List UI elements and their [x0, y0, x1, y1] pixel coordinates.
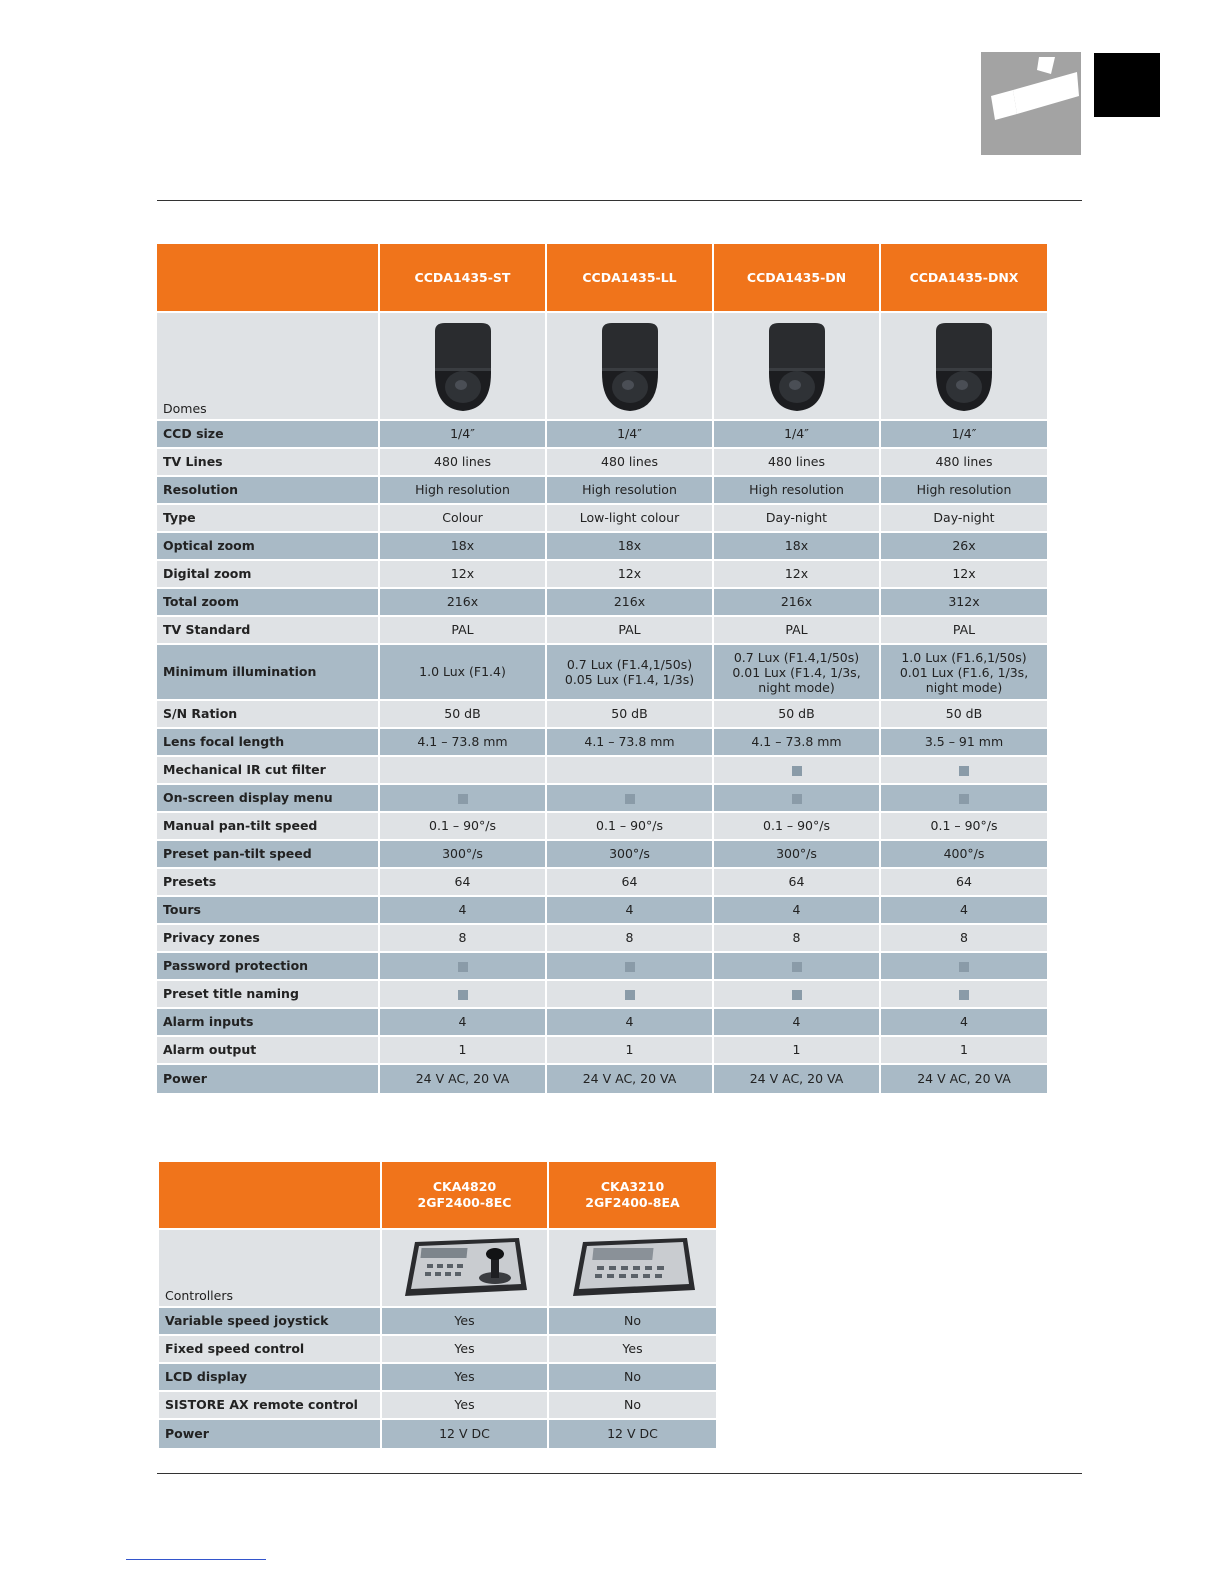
row-value: 216x [380, 589, 547, 617]
row-value: 1 [714, 1037, 881, 1065]
controller-image-cell [549, 1230, 716, 1308]
row-value [714, 953, 881, 981]
section-marker-block [1094, 53, 1160, 117]
row-label: TV Lines [157, 449, 380, 477]
row-label: Power [157, 1065, 380, 1093]
row-value: 0.1 – 90°/s [547, 813, 714, 841]
top-divider [157, 200, 1082, 201]
feature-check-icon [458, 990, 468, 1000]
row-value: Yes [382, 1308, 549, 1336]
feature-check-icon [625, 794, 635, 804]
row-value: Day-night [881, 505, 1047, 533]
row-value [881, 953, 1047, 981]
row-value: 8 [881, 925, 1047, 953]
row-value [714, 981, 881, 1009]
model-name: CKA3210 [600, 1179, 665, 1194]
domes-spec-rows [157, 421, 1047, 1093]
model-header [382, 1162, 549, 1230]
row-value: Low-light colour [547, 505, 714, 533]
row-value: 12 V DC [382, 1420, 549, 1448]
table-row [157, 981, 1047, 1009]
table-row [157, 505, 1047, 533]
controllers-header-row [159, 1162, 716, 1230]
row-value: 216x [547, 589, 714, 617]
feature-check-icon [959, 766, 969, 776]
row-value: 1/4″ [714, 421, 881, 449]
row-value: 4 [380, 897, 547, 925]
row-value: PAL [881, 617, 1047, 645]
row-value: 18x [380, 533, 547, 561]
row-value: 312x [881, 589, 1047, 617]
table-row [157, 729, 1047, 757]
row-label: Manual pan-tilt speed [157, 813, 380, 841]
row-value: 480 lines [714, 449, 881, 477]
table-row [157, 897, 1047, 925]
model-header [549, 1162, 716, 1230]
row-value: 24 V AC, 20 VA [380, 1065, 547, 1093]
row-label: Optical zoom [157, 533, 380, 561]
row-label: Preset title naming [157, 981, 380, 1009]
row-value: 0.1 – 90°/s [714, 813, 881, 841]
row-label: Tours [157, 897, 380, 925]
controllers-spec-table [159, 1162, 716, 1448]
row-value: No [549, 1392, 716, 1420]
row-value: 4 [881, 1009, 1047, 1037]
row-value: 4 [380, 1009, 547, 1037]
model-header: CCDA1435-DNX [881, 244, 1047, 313]
row-value: 8 [380, 925, 547, 953]
row-value [380, 757, 547, 785]
model-header: CCDA1435-LL [547, 244, 714, 313]
row-value: Day-night [714, 505, 881, 533]
table-row [157, 953, 1047, 981]
row-value: 18x [547, 533, 714, 561]
row-value: Yes [549, 1336, 716, 1364]
keyboard-controller-icon [401, 1234, 529, 1302]
row-value: 4 [881, 897, 1047, 925]
row-label: Alarm output [157, 1037, 380, 1065]
row-value: 8 [714, 925, 881, 953]
row-value: 4.1 – 73.8 mm [714, 729, 881, 757]
row-value: 480 lines [547, 449, 714, 477]
feature-check-icon [625, 962, 635, 972]
row-value: 4 [714, 897, 881, 925]
table-row [159, 1420, 716, 1448]
row-value: 8 [547, 925, 714, 953]
model-name: CKA4820 [432, 1179, 497, 1194]
row-value: High resolution [881, 477, 1047, 505]
row-label: Privacy zones [157, 925, 380, 953]
row-value [714, 785, 881, 813]
feature-check-icon [792, 962, 802, 972]
domes-image-row [157, 313, 1047, 421]
feature-check-icon [625, 990, 635, 1000]
row-value: 480 lines [881, 449, 1047, 477]
feature-check-icon [458, 794, 468, 804]
table-row [159, 1364, 716, 1392]
section-label-domes: Domes [157, 313, 380, 421]
row-value: 50 dB [881, 701, 1047, 729]
row-value: 64 [881, 869, 1047, 897]
dome-camera-icon [431, 321, 495, 413]
row-value [881, 981, 1047, 1009]
row-label: Alarm inputs [157, 1009, 380, 1037]
row-label: Type [157, 505, 380, 533]
row-label: Password protection [157, 953, 380, 981]
table-row [157, 477, 1047, 505]
row-value [547, 757, 714, 785]
dome-camera-icon [765, 321, 829, 413]
feature-check-icon [959, 962, 969, 972]
row-value [380, 785, 547, 813]
table-row [157, 925, 1047, 953]
row-value [547, 953, 714, 981]
row-label: TV Standard [157, 617, 380, 645]
row-value: 0.7 Lux (F1.4,1/50s) 0.05 Lux (F1.4, 1/3s) [547, 645, 714, 701]
table-row [157, 421, 1047, 449]
row-value: 0.1 – 90°/s [380, 813, 547, 841]
row-value: 4 [547, 897, 714, 925]
dome-camera-icon [598, 321, 662, 413]
row-value: 1.0 Lux (F1.4) [380, 645, 547, 701]
controllers-spec-rows [159, 1308, 716, 1448]
row-value: 216x [714, 589, 881, 617]
row-value: 4.1 – 73.8 mm [547, 729, 714, 757]
table-row [157, 813, 1047, 841]
row-value: Yes [382, 1336, 549, 1364]
feature-check-icon [792, 990, 802, 1000]
table-row [157, 589, 1047, 617]
row-label: On-screen display menu [157, 785, 380, 813]
row-value: High resolution [380, 477, 547, 505]
row-value: 1/4″ [881, 421, 1047, 449]
row-value: 1.0 Lux (F1.6,1/50s) 0.01 Lux (F1.6, 1/3s, night mode) [881, 645, 1047, 701]
row-value [881, 757, 1047, 785]
row-value [380, 981, 547, 1009]
row-value: High resolution [547, 477, 714, 505]
controllers-image-row [159, 1230, 716, 1308]
row-label: Fixed speed control [159, 1336, 382, 1364]
row-value [547, 785, 714, 813]
table-row [159, 1336, 716, 1364]
feature-check-icon [458, 962, 468, 972]
row-value: 4.1 – 73.8 mm [380, 729, 547, 757]
table-row [157, 841, 1047, 869]
row-value: 1 [547, 1037, 714, 1065]
table-row [157, 617, 1047, 645]
row-label: Resolution [157, 477, 380, 505]
row-value: PAL [380, 617, 547, 645]
dome-camera-icon [932, 321, 996, 413]
row-value: 24 V AC, 20 VA [547, 1065, 714, 1093]
row-value: 0.1 – 90°/s [881, 813, 1047, 841]
row-value: 1/4″ [547, 421, 714, 449]
row-value: No [549, 1308, 716, 1336]
row-value: Colour [380, 505, 547, 533]
row-label: Power [159, 1420, 382, 1448]
row-value: 400°/s [881, 841, 1047, 869]
row-value: 4 [547, 1009, 714, 1037]
row-label: CCD size [157, 421, 380, 449]
bottom-divider [157, 1473, 1082, 1474]
row-value: 300°/s [547, 841, 714, 869]
row-value: High resolution [714, 477, 881, 505]
row-label: Variable speed joystick [159, 1308, 382, 1336]
row-label: Preset pan-tilt speed [157, 841, 380, 869]
dome-image-cell [380, 313, 547, 421]
row-value: 480 lines [380, 449, 547, 477]
row-value: Yes [382, 1392, 549, 1420]
domes-header-row [157, 244, 1047, 313]
row-value: 1/4″ [380, 421, 547, 449]
row-value: 12x [714, 561, 881, 589]
table-row [157, 561, 1047, 589]
camera-icon [981, 52, 1081, 155]
dome-image-cell [881, 313, 1047, 421]
row-value [380, 953, 547, 981]
row-value: 50 dB [547, 701, 714, 729]
row-value: 12 V DC [549, 1420, 716, 1448]
table-row [157, 1037, 1047, 1065]
header-corner-cell [157, 244, 380, 313]
table-row [157, 1009, 1047, 1037]
table-row [157, 449, 1047, 477]
table-row [157, 645, 1047, 701]
row-label: Digital zoom [157, 561, 380, 589]
table-row [159, 1308, 716, 1336]
row-label: Lens focal length [157, 729, 380, 757]
table-row [157, 533, 1047, 561]
feature-check-icon [959, 990, 969, 1000]
footnote-link-underline [126, 1559, 266, 1560]
row-value: 26x [881, 533, 1047, 561]
row-value: 3.5 – 91 mm [881, 729, 1047, 757]
controller-image-cell [382, 1230, 549, 1308]
row-value: 300°/s [714, 841, 881, 869]
table-row [157, 701, 1047, 729]
row-value: 24 V AC, 20 VA [714, 1065, 881, 1093]
row-label: Total zoom [157, 589, 380, 617]
header-corner-cell [159, 1162, 382, 1230]
row-label: Mechanical IR cut filter [157, 757, 380, 785]
model-code: 2GF2400-8EC [417, 1195, 512, 1210]
row-label: Minimum illumination [157, 645, 380, 701]
feature-check-icon [792, 766, 802, 776]
row-value: 1 [380, 1037, 547, 1065]
row-label: S/N Ration [157, 701, 380, 729]
row-value: 4 [714, 1009, 881, 1037]
row-label: Presets [157, 869, 380, 897]
row-value: 300°/s [380, 841, 547, 869]
dome-image-cell [547, 313, 714, 421]
row-value: PAL [547, 617, 714, 645]
model-header: CCDA1435-DN [714, 244, 881, 313]
row-label: SISTORE AX remote control [159, 1392, 382, 1420]
table-row [157, 757, 1047, 785]
row-value: 64 [547, 869, 714, 897]
row-value [714, 757, 881, 785]
row-value: 50 dB [714, 701, 881, 729]
row-value: 0.7 Lux (F1.4,1/50s) 0.01 Lux (F1.4, 1/3s, night mode) [714, 645, 881, 701]
model-header: CCDA1435-ST [380, 244, 547, 313]
table-row [157, 785, 1047, 813]
model-code: 2GF2400-8EA [585, 1195, 680, 1210]
row-value: 64 [714, 869, 881, 897]
table-row [157, 1065, 1047, 1093]
row-value: 18x [714, 533, 881, 561]
row-value: No [549, 1364, 716, 1392]
row-value: 12x [881, 561, 1047, 589]
row-value: 12x [547, 561, 714, 589]
domes-spec-table [157, 244, 1047, 1093]
feature-check-icon [792, 794, 802, 804]
row-value: PAL [714, 617, 881, 645]
row-value: 12x [380, 561, 547, 589]
row-value: Yes [382, 1364, 549, 1392]
keyboard-controller-icon [569, 1234, 697, 1302]
row-value: 50 dB [380, 701, 547, 729]
feature-check-icon [959, 794, 969, 804]
table-row [159, 1392, 716, 1420]
section-label-controllers: Controllers [159, 1230, 382, 1308]
row-value: 24 V AC, 20 VA [881, 1065, 1047, 1093]
row-value: 64 [380, 869, 547, 897]
row-label: LCD display [159, 1364, 382, 1392]
dome-image-cell [714, 313, 881, 421]
row-value [881, 785, 1047, 813]
row-value [547, 981, 714, 1009]
table-row [157, 869, 1047, 897]
row-value: 1 [881, 1037, 1047, 1065]
